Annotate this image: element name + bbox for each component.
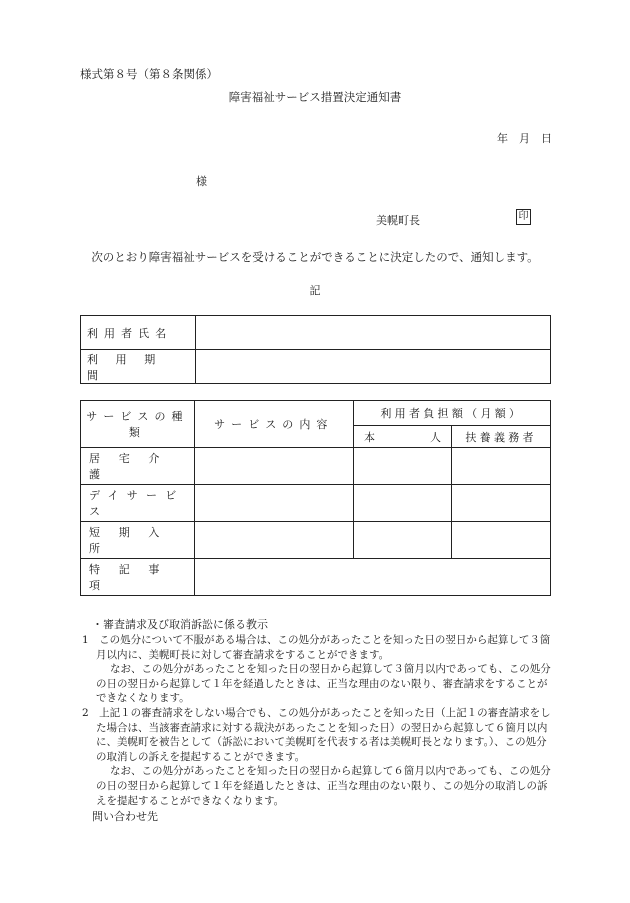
notice-item-2-note: なお、この処分があったことを知った日の翌日から起算して６箇月以内であっても、この処分の日の翌日から起算して１年を経過したときは、正当な理由のない限り、この処分の取消しの訴えを提起することができなくなります。 — [96, 765, 551, 807]
form-number: 様式第８号（第８条関係） — [80, 67, 218, 81]
usage-period-label: 利用期間 — [81, 350, 196, 384]
service-type-home-care: 居宅介護 — [81, 448, 195, 485]
burden-header: 利用者負担額（月額） — [353, 401, 550, 426]
addressee-suffix: 様 — [196, 175, 207, 188]
user-name-value — [196, 316, 551, 350]
service-content-cell — [194, 485, 353, 522]
notice-section — [82, 633, 552, 808]
self-burden-cell — [353, 448, 452, 485]
supporter-burden-cell — [452, 485, 551, 522]
table-row — [81, 559, 551, 596]
special-notes-value — [194, 559, 550, 596]
supporter-burden-cell — [452, 522, 551, 559]
table-header-row — [81, 401, 551, 426]
notice-item-2: 2 上記１の審査請求をしない場合でも、この処分があったことを知った日（上記１の審査請求をした場合は、当該審査請求に対する裁決があったことを知った日）の翌日から起算して６箇月以内に、美幌町を被告として（訴訟において美幌町を代表する者は美幌町長となります。）、この処分の取消しの訴えを提起することができます。 — [82, 706, 551, 763]
ki-heading: 記 — [309, 284, 321, 297]
notice-item-1-note: なお、この処分があったことを知った日の翌日から起算して３箇月以内であっても、この処分の日の翌日から起算して１年を経過したときは、正当な理由のない限り、審査請求をすることができなくなります。 — [96, 663, 551, 705]
service-type-header: サービスの種類 — [81, 401, 195, 448]
table-row — [81, 485, 551, 522]
supporter-header: 扶養義務者 — [452, 426, 551, 448]
document-title: 障害福祉サービス措置決定通知書 — [228, 90, 402, 104]
notice-title: ・審査請求及び取消訴訟に係る教示 — [92, 618, 268, 631]
user-name-label: 利用者氏名 — [81, 316, 196, 350]
date-line: 年 月 日 — [497, 132, 552, 145]
notice-item-1: 1 この処分について不服がある場合は、この処分があったことを知った日の翌日から起算して３箇月以内に、美幌町長に対して審査請求をすることができます。 — [82, 634, 551, 661]
usage-period-value — [196, 350, 551, 384]
user-info-table — [80, 315, 551, 384]
service-type-day-service: デイサービス — [81, 485, 195, 522]
self-header: 本 人 — [353, 426, 452, 448]
service-content-cell — [194, 448, 353, 485]
table-row — [81, 316, 551, 350]
issuer-name: 美幌町長 — [376, 214, 420, 227]
table-row — [81, 350, 551, 384]
table-row — [81, 522, 551, 559]
self-burden-cell — [353, 485, 452, 522]
service-content-header: サービスの内容 — [194, 401, 353, 448]
supporter-burden-cell — [452, 448, 551, 485]
service-table — [80, 400, 551, 596]
contact-label: 問い合わせ先 — [92, 810, 158, 823]
seal-mark: 印 — [516, 209, 531, 225]
special-notes-label: 特記事項 — [81, 559, 195, 596]
table-row — [81, 448, 551, 485]
body-text: 次のとおり障害福祉サービスを受けることができることに決定したので、通知します。 — [91, 250, 539, 264]
self-burden-cell — [353, 522, 452, 559]
service-content-cell — [194, 522, 353, 559]
service-type-short-stay: 短期入所 — [81, 522, 195, 559]
